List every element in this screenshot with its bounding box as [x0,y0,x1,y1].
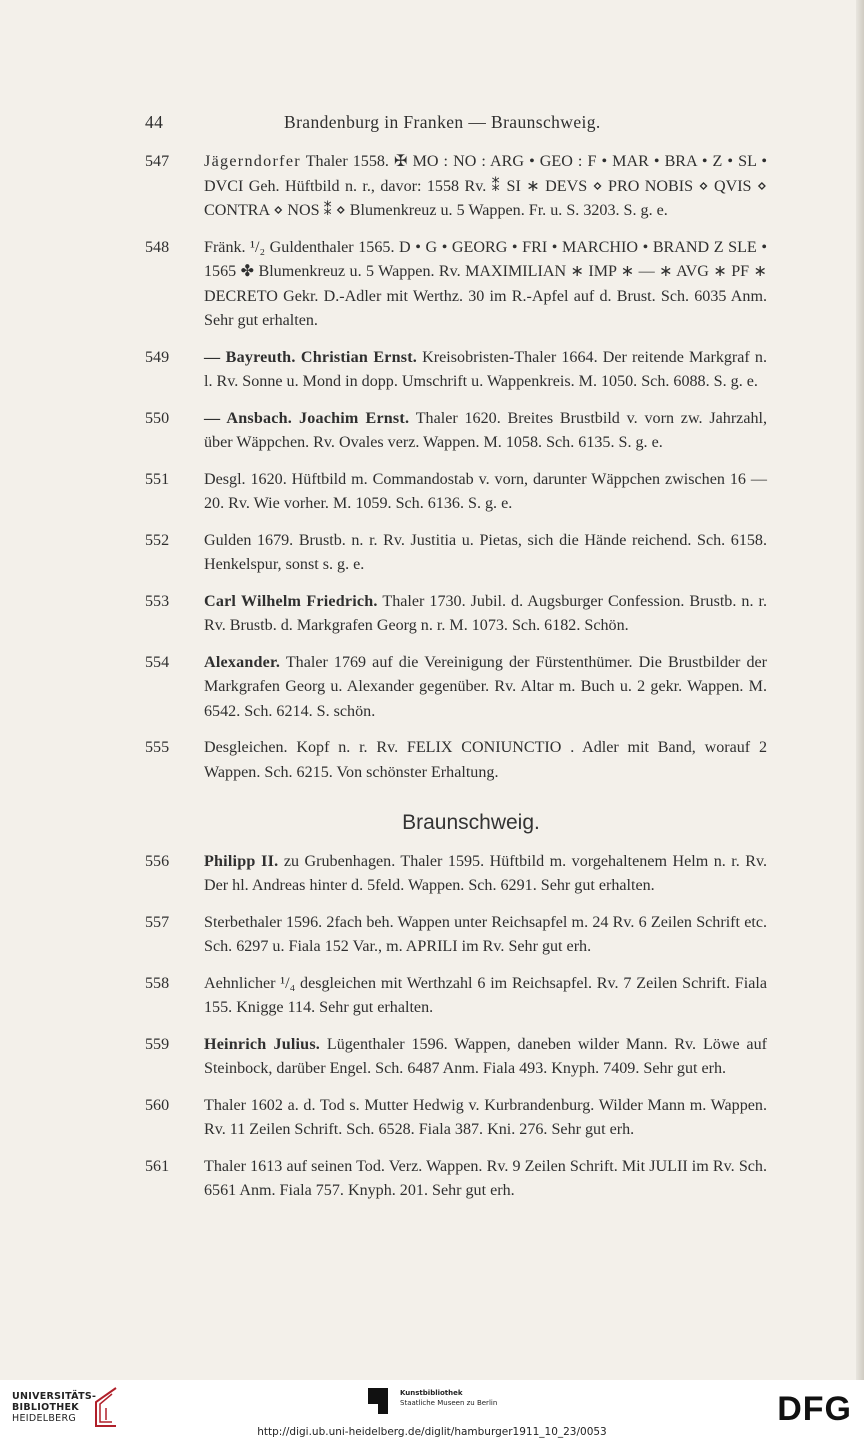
page-number: 44 [145,112,164,132]
catalog-entry [145,346,767,395]
section-title: Braunschweig. [402,811,540,834]
entry-number: 560 [145,1096,170,1114]
entry-body: Kreisobristen-Thaler 1664. Der reitende Markgraf n. l. Rv. Sonne u. Mond in dopp. Umschrift u. Wappenkreis. M. 1050. Sch. 6088. S. g. e. [204,348,767,390]
entry-number: 548 [145,238,170,256]
entry-text [204,346,767,395]
catalog-entry [145,736,767,785]
entry-text [204,150,767,224]
entry-number: 561 [145,1157,170,1175]
catalog-entry [145,150,767,224]
entry-number: 559 [145,1035,170,1053]
entry-lead: Heinrich Julius. [204,1035,321,1053]
entry-lead: Alexander. [204,653,281,671]
entry-number: 556 [145,852,170,870]
entry-text [204,911,767,960]
entry-text [204,236,767,334]
entry-lead: — Ansbach. Joachim Ernst. [204,409,410,427]
entry-text [204,529,767,578]
entry-body: Desgl. 1620. Hüftbild m. Commandostab v. vorn, darunter Wäppchen zwischen 16 — 20. Rv. Wie vorher. M. 1059. Sch. 6136. S. g. e. [204,470,767,512]
entry-body: Thaler 1613 auf seinen Tod. Verz. Wappen. Rv. 9 Zeilen Schrift. Mit JULII im Rv. Sch. 6561 Anm. Fiala 757. Knyph. 201. Sehr gut erh. [204,1157,767,1199]
entry-body: Aehnlicher ¹/₄ desgleichen mit Werthzahl 6 im Reichsapfel. Rv. 7 Zeilen Schrift. Fiala 155. Knigge 114. Sehr gut erhalten. [204,974,767,1016]
entry-list-braunschweig [145,850,767,1204]
entry-body: Fränk. ¹/₂ Guldenthaler 1565. D • G • GEORG • FRI • MARCHIO • BRAND Z SLE • 1565 ✤ Blumenkreuz u. 5 Wappen. Rv. MAXIMILIAN ∗ IMP ∗ — ∗ AVG ∗ PF ∗ DECRETO Gekr. D.-Adler mit Werthz. 30 im R.-Apfel auf d. Brust. Sch. 6035 Anm. Sehr gut erhalten. [204,238,767,329]
entry-body: Thaler 1730. Jubil. d. Augsburger Confession. Brustb. n. r. Rv. Brustb. d. Markgrafen Georg n. r. M. 1073. Sch. 6182. Schön. [204,592,767,634]
entry-number: 554 [145,653,170,671]
entry-number: 547 [145,153,170,170]
kb-line-2: Staatliche Museen zu Berlin [400,1399,498,1407]
catalog-entry [145,236,767,334]
entry-text [204,1033,767,1082]
catalog-content [145,150,767,1216]
catalog-entry [145,590,767,639]
entry-number: 558 [145,974,170,992]
ub-line-1: UNIVERSITÄTS- [12,1391,97,1402]
entry-body: Thaler 1620. Breites Brustbild v. vorn zw. Jahrzahl, über Wäppchen. Rv. Ovales verz. Wappen. M. 1058. Sch. 6135. S. g. e. [204,409,768,451]
entry-text [204,407,767,456]
entry-body: Thaler 1769 auf die Vereinigung der Fürstenthümer. Die Brustbilder der Markgrafen Georg u. Alexander gegenüber. Rv. Altar m. Buch u. 2 gekr. Wappen. M. 6542. Sch. 6214. S. schön. [204,653,767,720]
entry-spaced-word: Jägerndorfer [204,153,301,170]
ub-heidelberg-label [12,1391,96,1424]
entry-body: Gulden 1679. Brustb. n. r. Rv. Justitia u. Pietas, sich die Hände reichend. Sch. 6158. Henkelspur, sonst s. g. e. [204,531,767,573]
kunstbibliothek-label [400,1388,497,1408]
page-edge-shadow [856,0,864,1380]
entry-text [204,850,767,899]
entry-number: 550 [145,409,170,427]
entry-body: Lügenthaler 1596. Wappen, daneben wilder Mann. Rv. Löwe auf Steinbock, darüber Engel. Sch. 6487 Anm. Fiala 493. Knyph. 7409. Sehr gut erh. [204,1035,767,1077]
catalog-entry [145,651,767,725]
entry-list-brandenburg [145,150,767,785]
ub-line-2: BIBLIOTHEK [12,1402,79,1413]
catalog-entry [145,407,767,456]
entry-body: Thaler 1558. ✠ MO : NO : ARG • GEO : F • MAR • BRA • Z • SL • DVCI Geh. Hüftbild n. r., davor: 1558 Rv. ⁑ SI ∗ DEVS ⋄ PRO NOBIS ⋄ QVIS ⋄ CONTRA ⋄ NOS ⁑ ⋄ Blumenkreuz u. 5 Wappen. Fr. u. S. 3203. S. g. e. [204,153,767,219]
entry-lead: — Bayreuth. Christian Ernst. [204,348,418,366]
kunstbibliothek-logo-icon [368,1388,388,1414]
entry-number: 555 [145,739,170,756]
entry-text [204,468,767,517]
permalink-url[interactable]: http://digi.ub.uni-heidelberg.de/diglit/hamburger1911_10_23/0053 [257,1426,607,1438]
entry-body: Thaler 1602 a. d. Tod s. Mutter Hedwig v. Kurbrandenburg. Wilder Mann m. Wappen. Rv. 11 Zeilen Schrift. Sch. 6528. Fiala 387. Kni. 276. Sehr gut erh. [204,1096,767,1138]
entry-number: 557 [145,913,170,931]
entry-number: 553 [145,592,170,610]
viewer-footer [0,1380,864,1440]
catalog-entry [145,911,767,960]
running-title: Brandenburg in Franken — Braunschweig. [284,112,601,132]
ub-line-3: HEIDELBERG [12,1413,77,1424]
catalog-entry [145,1155,767,1204]
kb-line-1: Kunstbibliothek [400,1389,463,1397]
entry-lead: Philipp II. [204,852,279,870]
dfg-logo: DFG [777,1390,852,1428]
entry-number: 552 [145,531,170,549]
ub-heidelberg-logo-icon [88,1386,120,1430]
entry-text [204,972,767,1021]
entry-body: zu Grubenhagen. Thaler 1595. Hüftbild m. vorgehaltenem Helm n. r. Rv. Der hl. Andreas hinter d. 5feld. Wappen. Sch. 6291. Sehr gut erhalten. [204,852,768,894]
entry-body: Desgleichen. Kopf n. r. Rv. FELIX CONIUNCTIO . Adler mit Band, worauf 2 Wappen. Sch. 6215. Von schönster Erhaltung. [204,739,767,781]
catalog-entry [145,529,767,578]
entry-number: 551 [145,470,170,488]
entry-number: 549 [145,348,170,366]
entry-body: Sterbethaler 1596. 2fach beh. Wappen unter Reichsapfel m. 24 Rv. 6 Zeilen Schrift etc. Sch. 6297 u. Fiala 152 Var., m. APRILI im Rv. Sehr gut erh. [204,913,767,955]
catalog-entry [145,1094,767,1143]
catalog-entry [145,972,767,1021]
catalog-entry [145,468,767,517]
entry-text [204,651,767,725]
entry-text [204,1094,767,1143]
entry-text [204,736,767,785]
catalog-entry [145,1033,767,1082]
entry-lead: Carl Wilhelm Friedrich. [204,592,378,610]
catalog-entry [145,850,767,899]
entry-text [204,590,767,639]
entry-text [204,1155,767,1204]
